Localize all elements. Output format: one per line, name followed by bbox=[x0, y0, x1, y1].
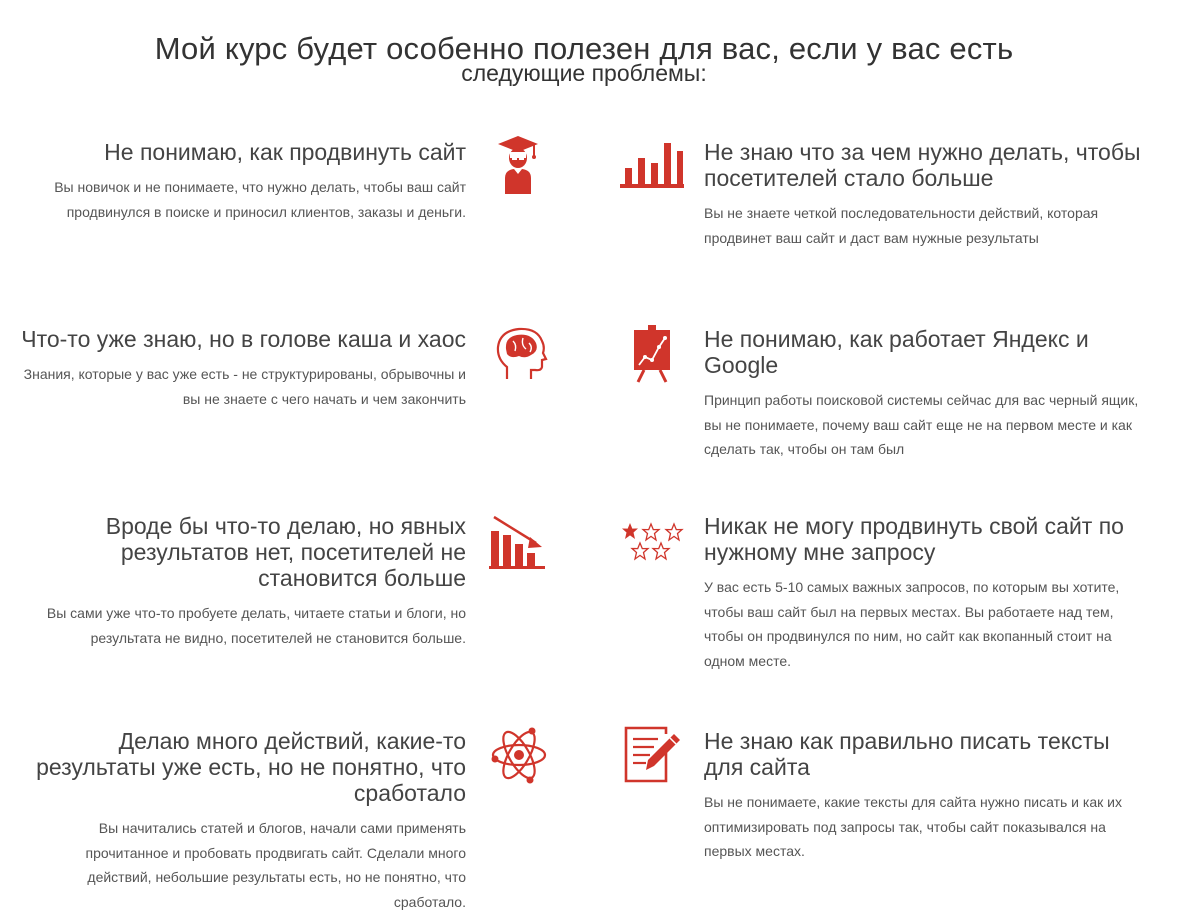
problem-title: Не понимаю, как продвинуть сайт bbox=[104, 139, 466, 165]
problem-card-target-query bbox=[704, 513, 1154, 673]
problem-text: Вы новичок и не понимаете, что нужно делать, чтобы ваш сайт продвинулся в поиске и приносил клиентов, заказы и деньги. bbox=[54, 179, 466, 220]
problem-text: Вы начитались статей и блогов, начали сами применять прочитанное и пробовать продвигать сайт. Сделали много действий, небольшие результаты есть, но не понятно, что сработало. bbox=[85, 820, 466, 910]
problem-card-unclear-results bbox=[20, 728, 466, 914]
presentation-board-icon bbox=[632, 325, 672, 388]
problem-card-texts bbox=[704, 728, 1154, 864]
problem-title: Что-то уже знаю, но в голове каша и хаос bbox=[21, 326, 466, 352]
graduate-icon bbox=[496, 134, 540, 201]
problem-title: Не понимаю, как работает Яндекс и Google bbox=[704, 326, 1089, 378]
page-title: Мой курс будет особенно полезен для вас, если у вас есть bbox=[154, 30, 1014, 66]
problem-text: Вы сами уже что-то пробуете делать, читаете статьи и блоги, но результата не видно, посетителей не становится больше. bbox=[46, 605, 466, 646]
page-subtitle: следующие проблемы: bbox=[461, 60, 707, 86]
problem-card-chaos bbox=[20, 326, 466, 411]
brain-icon bbox=[493, 325, 549, 386]
bar-chart-icon bbox=[620, 143, 684, 194]
problem-text: Знания, которые у вас уже есть - не структурированы, обрывочны и вы не знаете с чего начать и чем закончить bbox=[23, 366, 466, 407]
problem-card-search-engines bbox=[704, 326, 1154, 462]
stars-rating-icon bbox=[621, 522, 685, 567]
atom-icon bbox=[490, 725, 548, 790]
problem-card-promote-site bbox=[20, 139, 466, 224]
document-pencil-icon bbox=[624, 726, 682, 789]
declining-chart-icon bbox=[488, 513, 546, 576]
problem-card-what-to-do bbox=[704, 139, 1154, 250]
problem-text: Вы не понимаете, какие тексты для сайта нужно писать и как их оптимизировать под запросы так, чтобы сайт показывался на первых местах. bbox=[704, 794, 1122, 859]
problem-text: Вы не знаете четкой последовательности действий, которая продвинет ваш сайт и даст вам нужные результаты bbox=[704, 205, 1099, 246]
problem-title: Никак не могу продвинуть свой сайт по нужному мне запросу bbox=[704, 513, 1124, 565]
problem-title: Делаю много действий, какие-то результаты уже есть, но не понятно, что сработало bbox=[36, 728, 466, 806]
problem-text: У вас есть 5-10 самых важных запросов, по которым вы хотите, чтобы ваш сайт был на первых местах. Вы работаете над тем, чтобы он продвинулся по ним, но сайт как вкопанный стоит на одном месте. bbox=[704, 579, 1120, 669]
problem-title: Не знаю как правильно писать тексты для сайта bbox=[704, 728, 1110, 780]
problem-title: Не знаю что за чем нужно делать, чтобы посетителей стало больше bbox=[704, 139, 1141, 191]
problem-card-no-results bbox=[20, 513, 466, 650]
problem-title: Вроде бы что-то делаю, но явных результатов нет, посетителей не становится больше bbox=[105, 513, 466, 591]
problem-text: Принцип работы поисковой системы сейчас для вас черный ящик, вы не понимаете, почему ваш сайт еще не на первом месте и как сделать так, чтобы он там был bbox=[704, 392, 1139, 457]
